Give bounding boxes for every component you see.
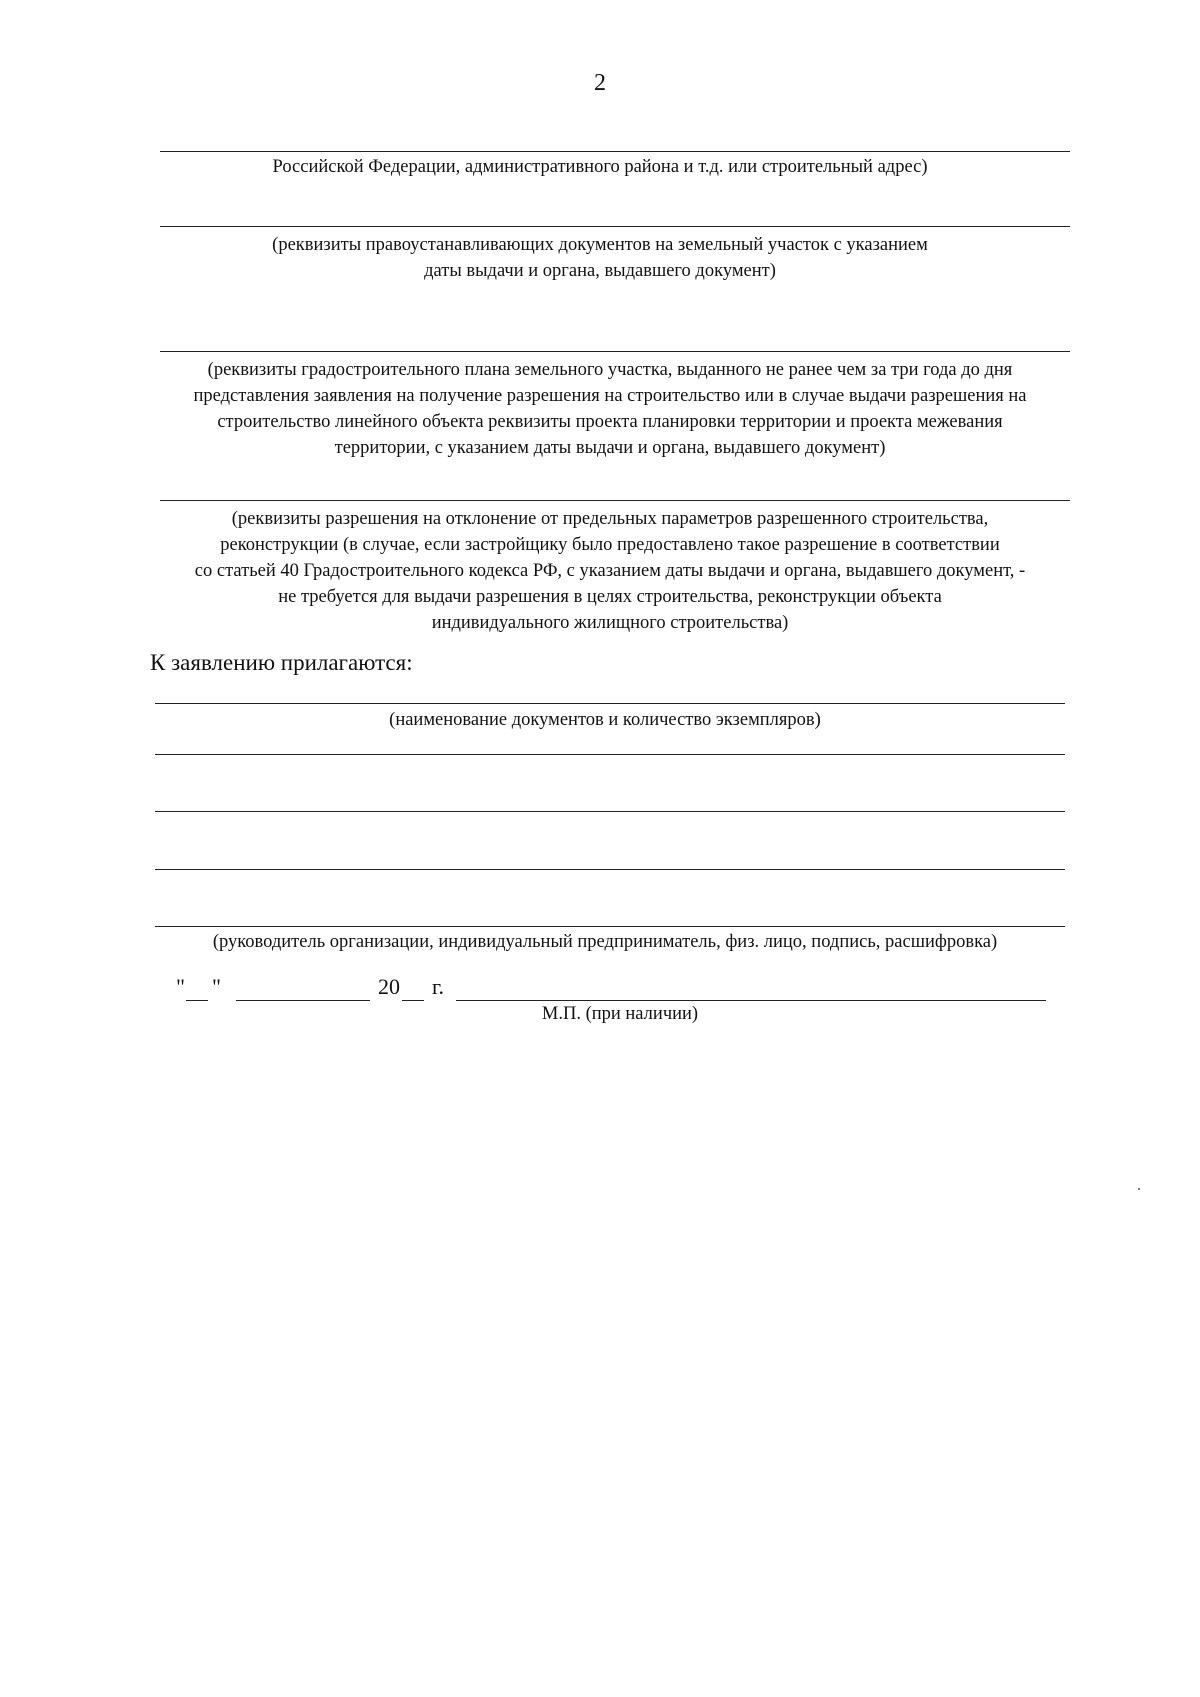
urban-plan-caption-line: строительство линейного объекта реквизиты проекта планировки территории и проекта межевания bbox=[217, 412, 1003, 432]
deviation-permit-caption-line: реконструкции (в случае, если застройщику было предоставлено такое разрешение в соответствии bbox=[220, 535, 1000, 555]
date-year-prefix: 20 bbox=[378, 974, 400, 999]
urban-plan-caption-line: территории, с указанием даты выдачи и органа, выдавшего документ) bbox=[334, 438, 886, 458]
date-year-suffix: г. bbox=[432, 974, 445, 999]
land-title-rule bbox=[160, 226, 1070, 227]
date-row bbox=[176, 974, 1056, 1004]
date-month-field[interactable] bbox=[236, 1000, 370, 1001]
stamp-label: М.П. (при наличии) bbox=[541, 1004, 699, 1024]
deviation-permit-caption-line: не требуется для выдачи разрешения в целях строительства, реконструкции объекта bbox=[278, 587, 942, 607]
land-title-caption-line: даты выдачи и органа, выдавшего документ) bbox=[424, 261, 776, 281]
stamp-field[interactable] bbox=[456, 1000, 1046, 1001]
address-caption: Российской Федерации, административного района и т.д. или строительный адрес) bbox=[272, 157, 928, 177]
page-number: 2 bbox=[594, 70, 606, 96]
attachments-line-1[interactable] bbox=[155, 754, 1065, 755]
land-title-caption-line: (реквизиты правоустанавливающих документов на земельный участок с указанием bbox=[272, 235, 928, 255]
signature-rule[interactable] bbox=[155, 926, 1065, 927]
deviation-permit-caption bbox=[150, 506, 1070, 636]
date-day-field[interactable] bbox=[186, 1000, 208, 1001]
attachments-rule bbox=[155, 703, 1065, 704]
deviation-permit-caption-line: (реквизиты разрешения на отклонение от предельных параметров разрешенного строительства, bbox=[231, 509, 989, 529]
scan-speck bbox=[1138, 1188, 1140, 1190]
urban-plan-rule bbox=[160, 351, 1070, 352]
urban-plan-caption bbox=[150, 357, 1070, 461]
attachments-caption: (наименование документов и количество экземпляров) bbox=[389, 710, 821, 730]
deviation-permit-caption-line: индивидуального жилищного строительства) bbox=[431, 613, 789, 633]
urban-plan-caption-line: (реквизиты градостроительного плана земельного участка, выданного не ранее чем за три года до дня bbox=[207, 360, 1013, 380]
address-rule bbox=[160, 151, 1070, 152]
date-close-quote: " bbox=[212, 974, 221, 999]
attachments-line-2[interactable] bbox=[155, 811, 1065, 812]
urban-plan-caption-line: представления заявления на получение разрешения на строительство или в случае выдачи разрешения на bbox=[193, 386, 1027, 406]
deviation-permit-rule bbox=[160, 500, 1070, 501]
signature-caption: (руководитель организации, индивидуальный предприниматель, физ. лицо, подпись, расшифровка) bbox=[212, 932, 998, 952]
date-open-quote: " bbox=[176, 974, 185, 999]
land-title-caption bbox=[150, 232, 1050, 284]
date-year-field[interactable] bbox=[402, 1000, 424, 1001]
attachments-heading: К заявлению прилагаются: bbox=[150, 650, 413, 675]
deviation-permit-caption-line: со статьей 40 Градостроительного кодекса РФ, с указанием даты выдачи и органа, выдавшего документ, - bbox=[194, 561, 1026, 581]
attachments-line-3[interactable] bbox=[155, 869, 1065, 870]
